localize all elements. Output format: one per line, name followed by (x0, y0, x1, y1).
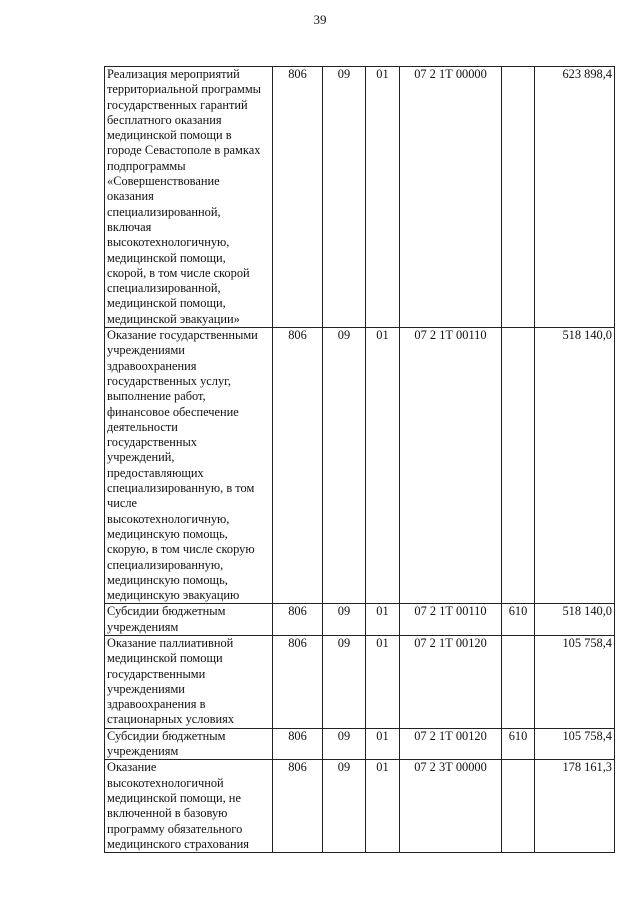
table-row (105, 604, 615, 636)
expense-type-cell (502, 635, 535, 728)
section-code-cell: 09 (323, 635, 366, 728)
subsection-code-cell: 01 (366, 328, 400, 604)
subsection-code-cell: 01 (366, 760, 400, 853)
ministry-code-cell: 806 (273, 67, 323, 328)
table-row (105, 635, 615, 728)
row-name-cell: Субсидии бюджетным учреждениям (105, 728, 273, 760)
target-article-cell: 07 2 1Т 00120 (400, 728, 502, 760)
section-code-cell: 09 (323, 328, 366, 604)
amount-cell: 518 140,0 (535, 604, 615, 636)
expense-type-cell (502, 760, 535, 853)
section-code-cell: 09 (323, 67, 366, 328)
amount-cell: 105 758,4 (535, 728, 615, 760)
ministry-code-cell: 806 (273, 728, 323, 760)
expense-type-cell (502, 328, 535, 604)
budget-table (104, 66, 615, 853)
row-name-cell: Реализация мероприятий территориальной программы государственных гарантий бесплатного оказания медицинской помощи в городе Севастополе в рамках подпрограммы «Совершенствование оказания специализированной, включая высокотехнологичную, медицинской помощи, скорой, в том числе скорой специализированной, медицинской помощи, медицинской эвакуации» (105, 67, 273, 328)
amount-cell: 518 140,0 (535, 328, 615, 604)
row-name-cell: Субсидии бюджетным учреждениям (105, 604, 273, 636)
ministry-code-cell: 806 (273, 328, 323, 604)
amount-cell: 178 161,3 (535, 760, 615, 853)
section-code-cell: 09 (323, 604, 366, 636)
target-article-cell: 07 2 3Т 00000 (400, 760, 502, 853)
subsection-code-cell: 01 (366, 67, 400, 328)
expense-type-cell: 610 (502, 604, 535, 636)
subsection-code-cell: 01 (366, 728, 400, 760)
expense-type-cell (502, 67, 535, 328)
page-number: 39 (313, 12, 327, 27)
table-row (105, 67, 615, 328)
ministry-code-cell: 806 (273, 760, 323, 853)
row-name-cell: Оказание паллиативной медицинской помощи государственными учреждениями здравоохранения в стационарных условиях (105, 635, 273, 728)
amount-cell: 105 758,4 (535, 635, 615, 728)
ministry-code-cell: 806 (273, 604, 323, 636)
target-article-cell: 07 2 1Т 00110 (400, 604, 502, 636)
section-code-cell: 09 (323, 728, 366, 760)
amount-cell: 623 898,4 (535, 67, 615, 328)
target-article-cell: 07 2 1Т 00110 (400, 328, 502, 604)
target-article-cell: 07 2 1Т 00000 (400, 67, 502, 328)
subsection-code-cell: 01 (366, 635, 400, 728)
row-name-cell: Оказание высокотехнологичной медицинской помощи, не включенной в базовую программу обязательного медицинского страхования (105, 760, 273, 853)
table-row (105, 328, 615, 604)
row-name-cell: Оказание государственными учреждениями здравоохранения государственных услуг, выполнение работ, финансовое обеспечение деятельности государственных учреждений, предоставляющих специализированную, в том числе высокотехнологичную, медицинскую помощь, скорую, в том числе скорую специализированную, медицинскую помощь, медицинскую эвакуацию (105, 328, 273, 604)
subsection-code-cell: 01 (366, 604, 400, 636)
ministry-code-cell: 806 (273, 635, 323, 728)
table-row (105, 728, 615, 760)
section-code-cell: 09 (323, 760, 366, 853)
expense-type-cell: 610 (502, 728, 535, 760)
table-row (105, 760, 615, 853)
target-article-cell: 07 2 1Т 00120 (400, 635, 502, 728)
